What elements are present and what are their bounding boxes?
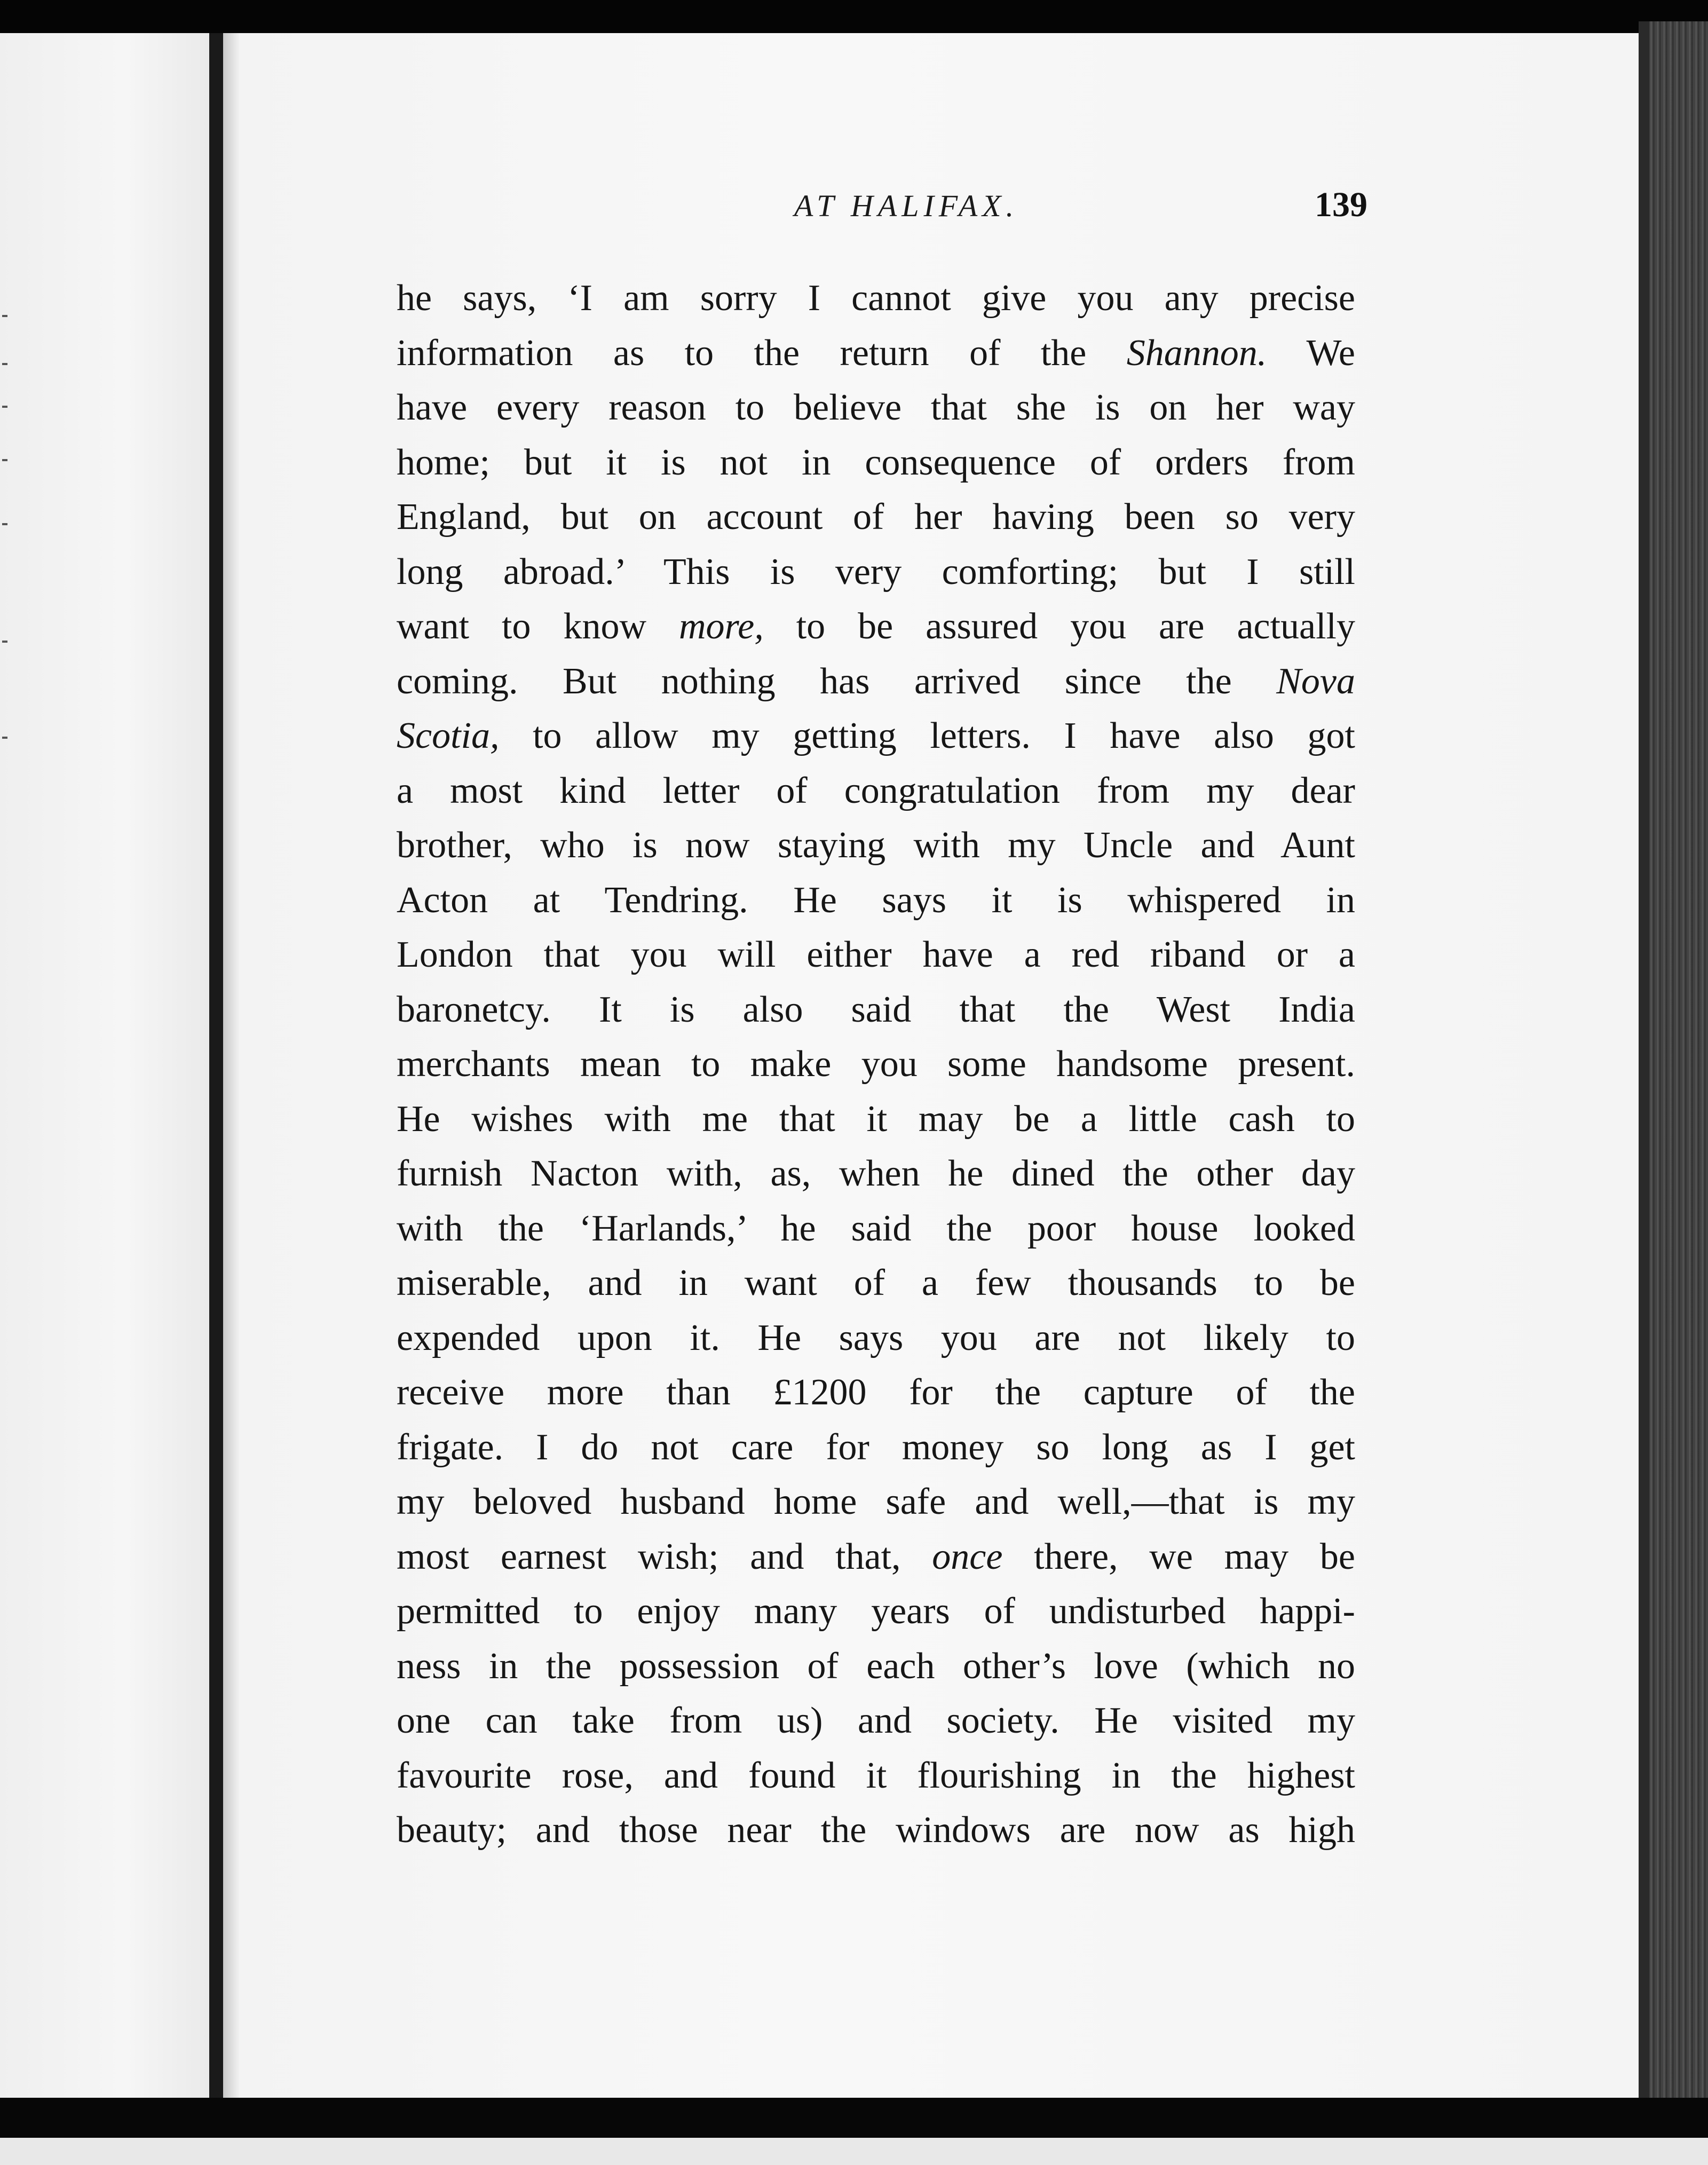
text-line: home; but it is not in consequence of orders from: [397, 441, 1355, 483]
text-line: furnish Nacton with, as, when he dined the other day: [397, 1153, 1355, 1194]
gutter-shadow: [223, 33, 239, 2098]
text-line: most earnest wish; and that, once there, we may be: [397, 1536, 1355, 1577]
text-line: London that you will either have a red riband or a: [397, 934, 1355, 975]
body-text: [397, 271, 1355, 1858]
text-line: He wishes with me that it may be a little cash to: [397, 1098, 1355, 1140]
text-line: beauty; and those near the windows are now as high: [397, 1810, 1355, 1851]
running-title: AT HALIFAX.: [794, 188, 1019, 223]
text-line: long abroad.’ This is very comforting; but I still: [397, 551, 1355, 592]
facing-page-marks: [0, 299, 11, 779]
emphasis: more,: [678, 606, 764, 647]
text-line: have every reason to believe that she is on her way: [397, 387, 1355, 428]
text-line: England, but on account of her having been so very: [397, 496, 1355, 538]
scan-border-top: [0, 0, 1708, 33]
text-line: miserable, and in want of a few thousands to be: [397, 1262, 1355, 1303]
text-line: baronetcy. It is also said that the West India: [397, 989, 1355, 1030]
page-edge-line: [1639, 21, 1649, 2114]
ship-name: Shannon.: [1126, 332, 1267, 374]
text-line: receive more than £1200 for the capture of the: [397, 1372, 1355, 1413]
text-line: with the ‘Harlands,’ he said the poor house looked: [397, 1207, 1355, 1249]
text-line: brother, who is now staying with my Uncle and Aunt: [397, 825, 1355, 866]
ship-name: Scotia,: [397, 715, 500, 756]
text-line: my beloved husband home safe and well,—that is my: [397, 1481, 1355, 1522]
text-line: Acton at Tendring. He says it is whispered in: [397, 879, 1355, 921]
ship-name: Nova: [1276, 660, 1355, 702]
page-number: 139: [1315, 185, 1367, 224]
text-line: a most kind letter of congratulation from my dear: [397, 770, 1355, 811]
facing-page-edge: [0, 33, 209, 2098]
text-line: ness in the possession of each other’s love (which no: [397, 1645, 1355, 1687]
emphasis: once: [932, 1536, 1003, 1577]
text-line: he says, ‘I am sorry I cannot give you any precise: [397, 278, 1355, 319]
text-line: one can take from us) and society. He visited my: [397, 1700, 1355, 1741]
book-page-stack: [1649, 21, 1708, 2114]
book-gutter: [209, 33, 223, 2115]
text-line: merchants mean to make you some handsome present.: [397, 1044, 1355, 1085]
text-line: permitted to enjoy many years of undisturbed happi-: [397, 1591, 1355, 1632]
text-line: information as to the return of the Shannon. We: [397, 332, 1355, 374]
text-line: expended upon it. He says you are not likely to: [397, 1317, 1355, 1358]
text-line: coming. But nothing has arrived since the Nova: [397, 660, 1355, 702]
text-line: Scotia, to allow my getting letters. I have also got: [397, 715, 1355, 756]
text-line: want to know more, to be assured you are actually: [397, 606, 1356, 647]
scan-margin-bottom: [0, 2138, 1708, 2165]
text-line: frigate. I do not care for money so long as I get: [397, 1426, 1355, 1468]
text-line: favourite rose, and found it flourishing in the highest: [397, 1755, 1355, 1796]
